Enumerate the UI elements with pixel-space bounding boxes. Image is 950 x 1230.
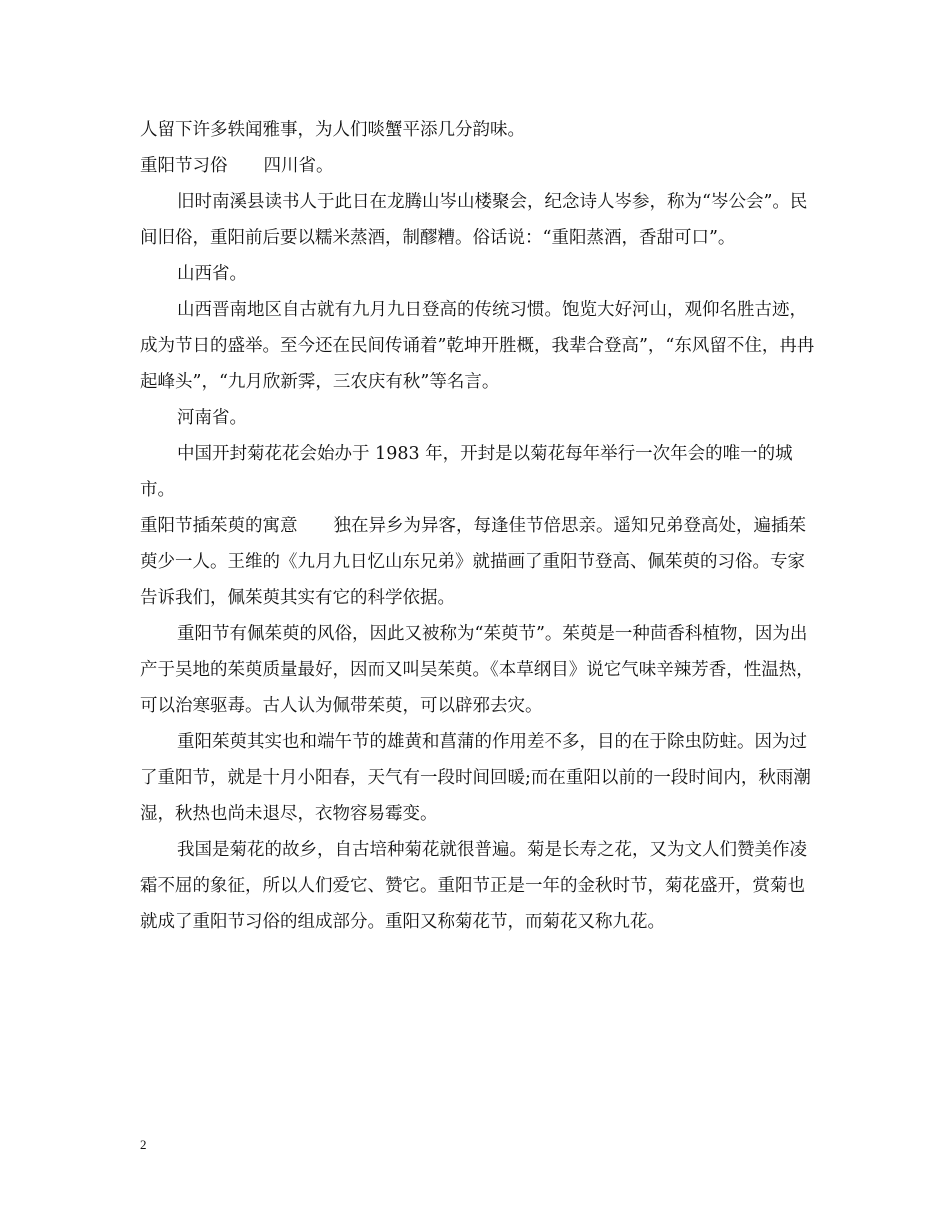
- paragraph: 人留下许多轶闻雅事，为人们啖蟹平添几分韵味。: [140, 120, 525, 140]
- paragraph: 山西省。: [177, 264, 247, 284]
- paragraph: 重阳节有佩茱萸的风俗，因此又被称为“茱萸节”。茱萸是一种茴香科植物，因为出产于吴地的茱萸质量最好，因而又叫吴茱萸。《本草纲目》说它气味辛辣芳香，性温热，可以治寒驱毒。古人认为佩带茱萸，可以辟邪去灾。: [140, 624, 814, 716]
- paragraph: 重阳茱萸其实也和端午节的雄黄和菖蒲的作用差不多，目的在于除虫防蛀。因为过了重阳节，就是十月小阳春，天气有一段时间回暖;而在重阳以前的一段时间内，秋雨潮湿，秋热也尚未退尽，衣物容易霉变。: [140, 732, 811, 824]
- document-body: [140, 112, 815, 940]
- section-heading: 重阳节插茱萸的寓意: [140, 516, 298, 536]
- paragraph-text: 独在异乡为异客，每逢佳节倍思亲。遥知兄弟登高处，遍插茱萸少一人。王维的《九月九日忆山东兄弟》就描画了重阳节登高、佩茱萸的习俗。专家告诉我们，佩茱萸其实有它的科学依据。: [140, 516, 806, 608]
- paragraph: 山西晋南地区自古就有九月九日登高的传统习惯。饱览大好河山，观仰名胜古迹，成为节日的盛举。至今还在民间传诵着”乾坤开胜概，我辈合登高”，“东风留不住，冉冉起峰头”，“九月欣新霁，三农庆有秋”等名言。: [140, 300, 815, 392]
- section-paragraph: [140, 508, 815, 616]
- section-paragraph: [140, 148, 815, 184]
- page-number: 2: [140, 1137, 147, 1152]
- paragraph: 我国是菊花的故乡，自古培种菊花就很普遍。菊是长寿之花，又为文人们赞美作凌霜不屈的象征，所以人们爱它、赞它。重阳节正是一年的金秋时节，菊花盛开，赏菊也就成了重阳节习俗的组成部分。重阳又称菊花节，而菊花又称九花。: [140, 840, 807, 932]
- paragraph-text: 四川省。: [263, 156, 334, 176]
- paragraph: 河南省。: [177, 408, 247, 428]
- paragraph: 中国开封菊花花会始办于 1983 年，开封是以菊花每年举行一次年会的唯一的城市。: [140, 444, 793, 500]
- section-heading: 重阳节习俗: [140, 156, 228, 176]
- paragraph: 旧时南溪县读书人于此日在龙腾山岑山楼聚会，纪念诗人岑参，称为“岑公会”。民间旧俗，重阳前后要以糯米蒸酒，制醪糟。俗话说：“重阳蒸酒，香甜可口”。: [140, 192, 808, 248]
